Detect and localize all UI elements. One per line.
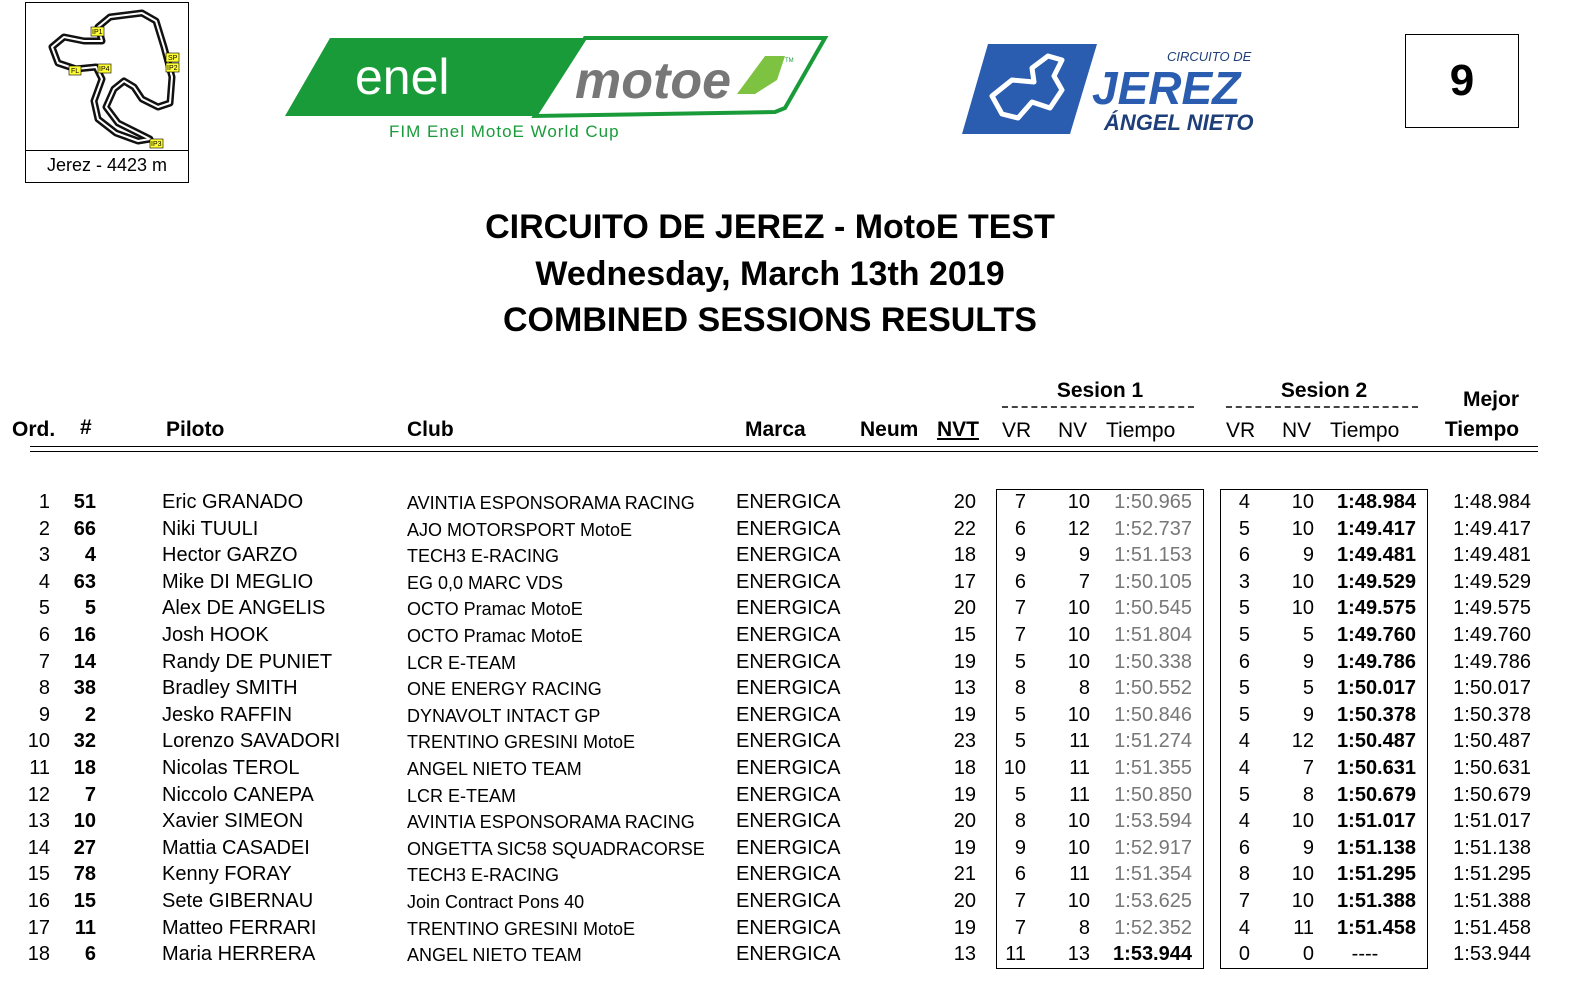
motoe-logo: [285, 36, 830, 146]
row-best-time: 1:49.481: [1453, 544, 1531, 567]
row-ord: 7: [38, 650, 50, 673]
row-s2-time: 1:50.679: [1337, 783, 1416, 806]
row-s1-time: 1:53.594: [1114, 810, 1192, 833]
page-title: CIRCUITO DE JEREZ - MotoE TEST: [485, 208, 1055, 246]
table-row: [0, 704, 1586, 731]
row-s1-vr: 5: [1014, 783, 1026, 806]
table-row: [0, 651, 1586, 678]
page-subtitle: COMBINED SESSIONS RESULTS: [503, 301, 1037, 339]
row-club: AJO MOTORSPORT MotoE: [407, 519, 633, 540]
row-s2-time: 1:50.631: [1337, 757, 1416, 779]
row-s1-time: 1:50.850: [1114, 783, 1192, 806]
row-brand: ENERGICA: [736, 810, 841, 833]
row-best-time: 1:49.575: [1453, 597, 1531, 620]
page-date: Wednesday, March 13th 2019: [535, 255, 1005, 293]
cup-name: FIM Enel MotoE World Cup: [389, 122, 620, 141]
track-point-fl: FL: [71, 68, 80, 75]
row-nvt: 18: [953, 757, 976, 779]
row-s2-nv: 10: [1291, 890, 1314, 912]
row-number: 66: [73, 517, 96, 540]
table-row: [0, 624, 1586, 651]
row-nvt: 19: [953, 703, 976, 726]
row-s1-nv: 8: [1078, 916, 1090, 939]
row-best-time: 1:49.760: [1453, 624, 1531, 646]
row-club: EG 0,0 MARC VDS: [407, 572, 564, 593]
row-s1-nv: 7: [1078, 570, 1090, 593]
row-best-time: 1:49.786: [1453, 650, 1531, 673]
row-number: 78: [73, 863, 96, 886]
row-s2-time: 1:51.458: [1337, 916, 1416, 939]
motoe-wordmark: motoe: [575, 52, 731, 110]
row-s2-nv: 10: [1291, 570, 1314, 593]
row-nvt: 21: [953, 863, 976, 886]
header-nv2: NV: [1282, 419, 1312, 442]
row-s2-nv: 10: [1291, 863, 1314, 886]
row-s1-nv: 10: [1067, 810, 1090, 833]
row-s1-time: 1:50.846: [1114, 703, 1192, 726]
jerez-logo-top: CIRCUITO DE: [1167, 49, 1252, 64]
row-nvt: 13: [953, 677, 976, 700]
row-club: TECH3 E-RACING: [407, 546, 560, 567]
row-s1-vr: 7: [1014, 491, 1026, 513]
row-ord: 5: [38, 597, 50, 620]
row-ord: 2: [38, 517, 50, 540]
trademark-mark: TM: [785, 58, 794, 64]
header-mejor-1: Mejor: [1462, 388, 1519, 411]
row-rider: Matteo FERRARI: [162, 916, 317, 939]
row-s1-vr: 10: [1003, 757, 1026, 779]
row-s1-time: 1:50.552: [1114, 677, 1192, 700]
session2-header: Sesion 2: [1280, 379, 1368, 402]
jerez-logo-name: JEREZ: [1092, 62, 1241, 114]
row-brand: ENERGICA: [736, 916, 841, 939]
row-number: 4: [84, 544, 96, 567]
session1-dash: [1002, 406, 1194, 408]
row-s1-vr: 5: [1014, 703, 1026, 726]
row-s2-vr: 7: [1238, 890, 1250, 912]
row-rider: Lorenzo SAVADORI: [162, 730, 341, 753]
row-club: LCR E-TEAM: [407, 785, 517, 806]
row-club: ONGETTA SIC58 SQUADRACORSE: [407, 838, 705, 859]
table-row: [0, 784, 1586, 811]
row-s2-time: 1:49.575: [1337, 597, 1416, 620]
row-rider: Josh HOOK: [162, 624, 269, 646]
row-nvt: 23: [953, 730, 976, 753]
row-s2-time: 1:50.017: [1337, 677, 1416, 700]
row-s2-time: 1:51.295: [1337, 863, 1416, 886]
row-nvt: 20: [953, 491, 976, 513]
row-club: LCR E-TEAM: [407, 652, 517, 673]
row-number: 14: [73, 650, 96, 673]
row-s2-nv: 9: [1302, 650, 1314, 673]
row-s2-time: 1:49.529: [1337, 570, 1416, 593]
row-brand: ENERGICA: [736, 597, 841, 620]
row-nvt: 19: [953, 783, 976, 806]
row-number: 10: [73, 810, 96, 833]
row-nvt: 17: [953, 570, 976, 593]
row-brand: ENERGICA: [736, 863, 841, 886]
row-best-time: 1:51.017: [1453, 810, 1531, 833]
row-rider: Randy DE PUNIET: [162, 650, 333, 673]
header-ord: Ord.: [12, 418, 56, 441]
row-best-time: 1:51.138: [1453, 836, 1531, 859]
row-brand: ENERGICA: [736, 544, 841, 567]
row-best-time: 1:51.295: [1453, 863, 1531, 886]
row-club: ANGEL NIETO TEAM: [407, 945, 582, 966]
header-vr2: VR: [1226, 419, 1256, 442]
row-number: 38: [73, 677, 96, 700]
row-s2-nv: 9: [1302, 544, 1314, 567]
row-club: TECH3 E-RACING: [407, 865, 560, 886]
row-s2-time: ----: [1351, 943, 1379, 966]
row-s2-nv: 8: [1302, 783, 1314, 806]
row-s2-nv: 11: [1293, 916, 1314, 939]
row-s1-vr: 8: [1014, 677, 1026, 700]
row-s2-vr: 6: [1238, 544, 1250, 567]
row-best-time: 1:50.679: [1453, 783, 1531, 806]
row-rider: Alex DE ANGELIS: [162, 597, 326, 620]
row-s2-nv: 0: [1302, 943, 1314, 966]
row-s2-vr: 6: [1238, 836, 1250, 859]
row-s2-vr: 6: [1238, 650, 1250, 673]
row-ord: 8: [38, 677, 50, 700]
row-rider: Sete GIBERNAU: [162, 890, 314, 912]
row-s1-vr: 11: [1005, 943, 1026, 966]
row-s2-vr: 0: [1238, 943, 1250, 966]
header-tiempo1: Tiempo: [1106, 419, 1176, 442]
row-ord: 3: [38, 544, 50, 567]
row-s1-time: 1:50.105: [1114, 570, 1192, 593]
header-tiempo2: Tiempo: [1330, 419, 1400, 442]
row-s2-nv: 12: [1291, 730, 1314, 753]
row-nvt: 20: [953, 890, 976, 912]
row-nvt: 19: [953, 916, 976, 939]
row-brand: ENERGICA: [736, 570, 841, 593]
row-brand: ENERGICA: [736, 757, 841, 779]
table-row: [0, 837, 1586, 864]
row-s1-nv: 13: [1067, 943, 1090, 966]
row-s2-time: 1:50.487: [1337, 730, 1416, 753]
row-s1-vr: 7: [1014, 624, 1026, 646]
row-s2-vr: 8: [1238, 863, 1250, 886]
row-s2-time: 1:51.388: [1337, 890, 1416, 912]
row-rider: Nicolas TEROL: [162, 757, 300, 779]
row-ord: 18: [27, 943, 50, 966]
row-club: TRENTINO GRESINI MotoE: [407, 918, 636, 939]
row-s2-time: 1:48.984: [1337, 491, 1416, 513]
row-s1-time: 1:51.804: [1114, 624, 1192, 646]
row-rider: Maria HERRERA: [162, 943, 316, 966]
row-s1-nv: 11: [1069, 730, 1090, 753]
row-s1-time: 1:52.352: [1114, 916, 1192, 939]
table-row: [0, 597, 1586, 624]
row-s1-vr: 5: [1014, 650, 1026, 673]
row-ord: 16: [27, 890, 50, 912]
row-s1-time: 1:53.944: [1113, 943, 1192, 966]
row-s1-nv: 9: [1078, 544, 1090, 567]
row-nvt: 18: [953, 544, 976, 567]
row-best-time: 1:51.388: [1453, 890, 1531, 912]
row-s2-time: 1:51.017: [1337, 810, 1416, 833]
row-nvt: 20: [953, 810, 976, 833]
row-rider: Xavier SIMEON: [162, 810, 304, 833]
row-brand: ENERGICA: [736, 890, 841, 912]
row-s1-time: 1:52.917: [1114, 836, 1192, 859]
table-row: [0, 518, 1586, 545]
row-brand: ENERGICA: [736, 730, 841, 753]
row-s2-time: 1:49.786: [1337, 650, 1416, 673]
row-ord: 14: [27, 836, 50, 859]
row-number: 18: [73, 757, 96, 779]
track-point-ip2: IP2: [167, 65, 178, 72]
row-brand: ENERGICA: [736, 624, 841, 646]
table-row: [0, 917, 1586, 944]
row-rider: Bradley SMITH: [162, 677, 298, 700]
row-club: OCTO Pramac MotoE: [407, 626, 583, 646]
track-point-ip3: IP3: [151, 141, 162, 148]
row-s1-nv: 10: [1067, 624, 1090, 646]
row-s1-vr: 6: [1014, 863, 1026, 886]
row-s2-time: 1:49.481: [1337, 544, 1416, 567]
table-row: [0, 757, 1586, 784]
row-ord: 6: [38, 624, 50, 646]
row-s2-nv: 10: [1291, 517, 1314, 540]
row-brand: ENERGICA: [736, 783, 841, 806]
row-s2-vr: 5: [1238, 783, 1250, 806]
row-brand: ENERGICA: [736, 650, 841, 673]
row-s2-vr: 5: [1238, 703, 1250, 726]
row-best-time: 1:49.529: [1453, 570, 1531, 593]
table-row: [0, 810, 1586, 837]
row-s1-nv: 10: [1067, 890, 1090, 912]
track-map-image: [38, 7, 188, 149]
row-s2-vr: 5: [1238, 517, 1250, 540]
row-s2-nv: 10: [1291, 810, 1314, 833]
row-s1-nv: 12: [1067, 517, 1090, 540]
row-brand: ENERGICA: [736, 491, 841, 513]
session2-dash: [1226, 406, 1418, 408]
table-row: [0, 890, 1586, 917]
row-club: ANGEL NIETO TEAM: [407, 759, 582, 779]
row-s1-nv: 11: [1069, 757, 1090, 779]
track-point-ip1: IP1: [92, 29, 103, 36]
row-number: 15: [73, 890, 96, 912]
row-rider: Niccolo CANEPA: [162, 783, 314, 806]
row-s1-nv: 8: [1078, 677, 1090, 700]
row-ord: 13: [27, 810, 50, 833]
table-row: [0, 544, 1586, 571]
header-piloto: Piloto: [166, 418, 225, 441]
row-number: 6: [84, 943, 96, 966]
row-s2-nv: 7: [1302, 757, 1314, 779]
row-best-time: 1:53.944: [1453, 943, 1531, 966]
row-ord: 9: [38, 703, 50, 726]
row-number: 2: [84, 703, 96, 726]
row-s1-nv: 11: [1069, 783, 1090, 806]
row-s1-vr: 9: [1014, 836, 1026, 859]
row-club: AVINTIA ESPONSORAMA RACING: [407, 812, 695, 833]
row-club: TRENTINO GRESINI MotoE: [407, 732, 636, 753]
table-row: [0, 730, 1586, 757]
row-s2-nv: 5: [1302, 677, 1314, 700]
row-brand: ENERGICA: [736, 836, 841, 859]
row-number: 63: [73, 570, 96, 593]
row-rider: Mattia CASADEI: [162, 836, 310, 859]
header-num: #: [80, 416, 92, 439]
row-s1-nv: 10: [1067, 650, 1090, 673]
row-ord: 1: [38, 491, 50, 513]
row-s1-nv: 10: [1067, 836, 1090, 859]
row-ord: 12: [27, 783, 50, 806]
row-number: 11: [74, 916, 96, 939]
row-nvt: 19: [953, 836, 976, 859]
row-s2-vr: 3: [1238, 570, 1250, 593]
row-s1-vr: 7: [1014, 597, 1026, 620]
row-s2-vr: 4: [1238, 757, 1250, 779]
row-best-time: 1:51.458: [1453, 916, 1531, 939]
row-number: 32: [73, 730, 96, 753]
track-point-ip4: IP4: [99, 66, 110, 73]
row-best-time: 1:48.984: [1453, 491, 1531, 513]
row-s1-time: 1:53.625: [1114, 890, 1192, 912]
row-ord: 17: [27, 916, 50, 939]
session1-header: Sesion 1: [1056, 379, 1144, 402]
row-s2-nv: 9: [1302, 836, 1314, 859]
track-caption: Jerez - 4423 m: [46, 155, 168, 175]
header-nvt: NVT: [937, 418, 979, 441]
header-neum: Neum: [860, 418, 919, 441]
row-best-time: 1:50.378: [1453, 703, 1531, 726]
row-s2-nv: 9: [1302, 703, 1314, 726]
row-s2-time: 1:51.138: [1337, 836, 1416, 859]
row-brand: ENERGICA: [736, 517, 841, 540]
row-brand: ENERGICA: [736, 703, 841, 726]
row-s1-time: 1:51.153: [1114, 544, 1192, 567]
jerez-logo: [962, 44, 1302, 139]
table-row: [0, 677, 1586, 704]
row-rider: Hector GARZO: [162, 544, 298, 567]
row-ord: 10: [27, 730, 50, 753]
row-nvt: 22: [953, 517, 976, 540]
row-ord: 15: [27, 863, 50, 886]
row-best-time: 1:50.631: [1453, 757, 1531, 779]
row-s1-vr: 6: [1014, 570, 1026, 593]
row-s1-nv: 10: [1067, 703, 1090, 726]
row-s1-vr: 8: [1014, 810, 1026, 833]
header-rule-top: [30, 446, 1538, 447]
row-nvt: 20: [953, 597, 976, 620]
row-best-time: 1:49.417: [1453, 517, 1531, 540]
row-number: 7: [84, 783, 96, 806]
row-club: Join Contract Pons 40: [407, 892, 585, 912]
header-vr1: VR: [1002, 419, 1032, 442]
row-s2-vr: 5: [1238, 677, 1250, 700]
row-s1-time: 1:51.354: [1114, 863, 1192, 886]
enel-wordmark: enel: [355, 49, 450, 105]
header-rule-bottom: [30, 451, 1538, 452]
row-nvt: 15: [953, 624, 976, 646]
row-rider: Jesko RAFFIN: [162, 703, 293, 726]
row-s1-vr: 7: [1014, 890, 1026, 912]
page-number: 9: [1405, 34, 1519, 128]
table-row: [0, 491, 1586, 518]
row-s1-nv: 10: [1067, 597, 1090, 620]
row-best-time: 1:50.487: [1453, 730, 1531, 753]
row-s1-time: 1:50.545: [1114, 597, 1192, 620]
row-s1-nv: 10: [1067, 491, 1090, 513]
row-s1-time: 1:50.965: [1114, 491, 1192, 513]
row-s1-nv: 11: [1069, 863, 1090, 886]
row-number: 27: [73, 836, 96, 859]
row-number: 51: [73, 491, 96, 513]
row-nvt: 19: [953, 650, 976, 673]
row-s1-time: 1:52.737: [1114, 517, 1192, 540]
row-rider: Kenny FORAY: [162, 863, 292, 886]
header-mejor-2: Tiempo: [1444, 418, 1520, 441]
track-box-divider: [26, 150, 188, 151]
row-best-time: 1:50.017: [1453, 677, 1531, 700]
row-s2-nv: 5: [1302, 624, 1314, 646]
row-rider: Mike DI MEGLIO: [162, 570, 314, 593]
row-rider: Eric GRANADO: [162, 491, 304, 513]
row-s2-vr: 5: [1238, 624, 1250, 646]
row-club: AVINTIA ESPONSORAMA RACING: [407, 493, 695, 513]
row-s2-vr: 4: [1238, 810, 1250, 833]
row-club: OCTO Pramac MotoE: [407, 599, 583, 620]
track-map-box: [25, 2, 189, 183]
row-nvt: 13: [953, 943, 976, 966]
row-s1-time: 1:51.274: [1114, 730, 1192, 753]
row-s1-time: 1:51.355: [1114, 757, 1192, 779]
row-s1-time: 1:50.338: [1114, 650, 1192, 673]
table-row: [0, 863, 1586, 890]
row-s1-vr: 9: [1014, 544, 1026, 567]
row-brand: ENERGICA: [736, 943, 841, 966]
row-number: 5: [84, 597, 96, 620]
table-row: [0, 943, 1586, 970]
row-s2-vr: 4: [1238, 916, 1250, 939]
row-club: ONE ENERGY RACING: [407, 679, 602, 700]
row-brand: ENERGICA: [736, 677, 841, 700]
row-s1-vr: 5: [1014, 730, 1026, 753]
header-marca: Marca: [745, 418, 806, 441]
row-s1-vr: 7: [1014, 916, 1026, 939]
header-nv1: NV: [1058, 419, 1088, 442]
row-club: DYNAVOLT INTACT GP: [407, 705, 601, 726]
table-row: [0, 571, 1586, 598]
header-club: Club: [407, 418, 454, 441]
row-ord: 4: [38, 570, 50, 593]
jerez-logo-sub: ÁNGEL NIETO: [1104, 110, 1254, 135]
row-ord: 11: [29, 757, 50, 779]
row-s1-vr: 6: [1014, 517, 1026, 540]
row-number: 16: [73, 624, 96, 646]
row-s2-vr: 5: [1238, 597, 1250, 620]
row-s2-nv: 10: [1291, 491, 1314, 513]
row-s2-nv: 10: [1291, 597, 1314, 620]
row-s2-time: 1:49.760: [1337, 624, 1416, 646]
row-s2-time: 1:50.378: [1337, 703, 1416, 726]
row-s2-vr: 4: [1238, 491, 1250, 513]
row-s2-time: 1:49.417: [1337, 517, 1416, 540]
row-rider: Niki TUULI: [162, 517, 259, 540]
row-s2-vr: 4: [1238, 730, 1250, 753]
track-point-sp: SP: [168, 55, 178, 62]
